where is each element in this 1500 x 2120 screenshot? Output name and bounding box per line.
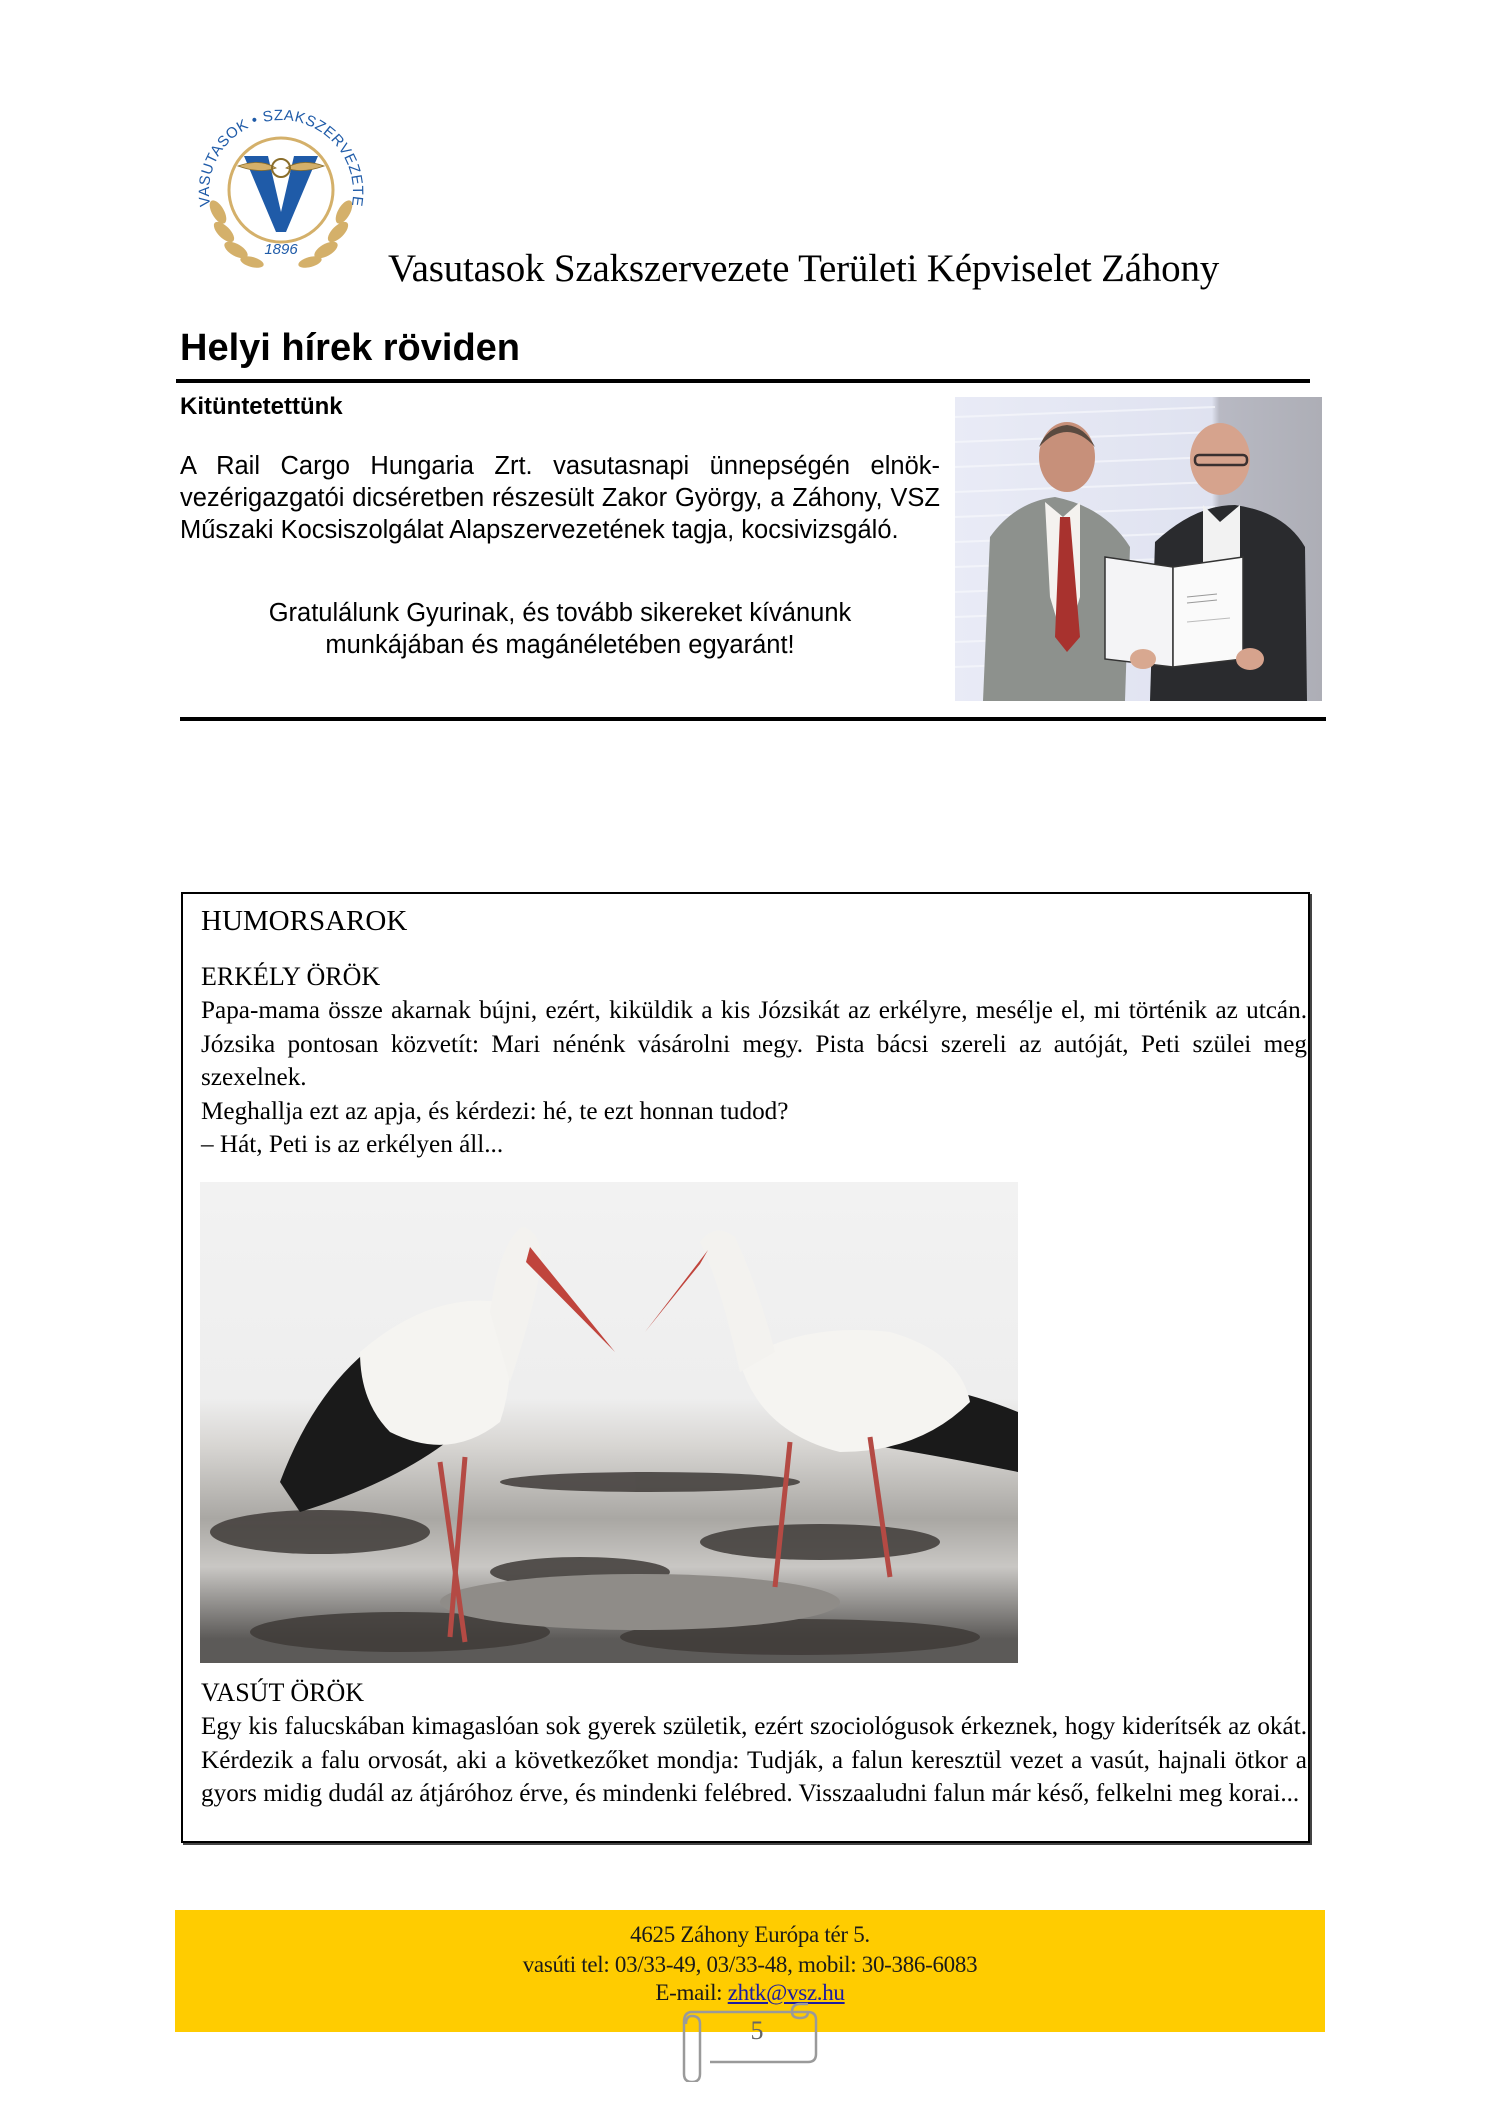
joke-paragraph: – Hát, Peti is az erkélyen áll... <box>201 1131 504 1158</box>
congrats-line: Gratulálunk Gyurinak, és tovább sikereket kívánunk <box>268 599 852 627</box>
section-divider-bottom <box>180 717 1326 721</box>
news-body-text: A Rail Cargo Hungaria Zrt. vasutasnapi ünnepségén elnök-vezérigazgatói dicséretben részesült Zakor György, a Záhony, VSZ Műszaki Kocsiszolgálat Alapszervezetének tagja, kocsivizsgáló. <box>180 452 940 544</box>
organization-title: Vasutasok Szakszervezete Területi Képviselet Záhony <box>388 247 1220 290</box>
joke-paragraph: Meghallja ezt az apja, és kérdezi: hé, te ezt honnan tudod? <box>201 1097 789 1125</box>
news-congratulations <box>180 597 940 661</box>
joke-text-balcony <box>201 994 1307 1162</box>
joke-paragraph: Papa-mama össze akarnak bújni, ezért, kiküldik a kis Józsikát az erkélyre, mesélje el, mi történik az utcán. Józsika pontosan közvetít: Mari nénénk vásárolni megy. Pista bácsi szereli az autóját, Peti szülei meg szexelnek. <box>201 997 1307 1091</box>
svg-text:1896: 1896 <box>264 241 298 258</box>
news-subheading: Kitüntetettünk <box>180 393 343 420</box>
section-divider-top <box>176 379 1310 383</box>
award-ceremony-photo <box>955 397 1322 701</box>
email-link[interactable]: zhtk@vsz.hu <box>727 1980 845 2005</box>
humor-corner-title: HUMORSAROK <box>201 905 408 937</box>
page-number: 5 <box>750 2016 764 2045</box>
joke-paragraph: Egy kis falucskában kimagaslóan sok gyerek születik, ezért szociológusok érkeznek, hogy kiderítsék az okát. Kérdezik a falu orvosát, aki a következőket mondja: Tudják, a falun keresztül vezet a vasút, hajnali ötkor a gyors midig dudál az átjáróhoz érve, és mindenki felébred. Visszaaludni falun már késő, felkelni meg korai... <box>201 1713 1307 1807</box>
section-title: Helyi hírek röviden <box>180 327 521 369</box>
congrats-line: munkájában és magánéletében egyaránt! <box>325 631 795 659</box>
joke-title-balcony: ERKÉLY ÖRÖK <box>201 962 381 991</box>
svg-text:VASUTASOK • SZAKSZERVEZETE: VASUTASOK • SZAKSZERVEZETE <box>195 106 367 208</box>
joke-title-railway: VASÚT ÖRÖK <box>201 1678 365 1707</box>
footer-phone: vasúti tel: 03/33-49, 03/33-48, mobil: 30-386-6083 <box>522 1952 978 1977</box>
photo-image-icon <box>955 397 1322 701</box>
joke-text-railway <box>201 1710 1307 1811</box>
footer-address: 4625 Záhony Európa tér 5. <box>630 1922 870 1947</box>
union-emblem-icon <box>188 92 374 278</box>
union-logo <box>188 92 374 278</box>
email-label: E-mail: <box>655 1980 728 2005</box>
storks-image-icon <box>200 1182 1018 1663</box>
storks-photo <box>200 1182 1018 1663</box>
